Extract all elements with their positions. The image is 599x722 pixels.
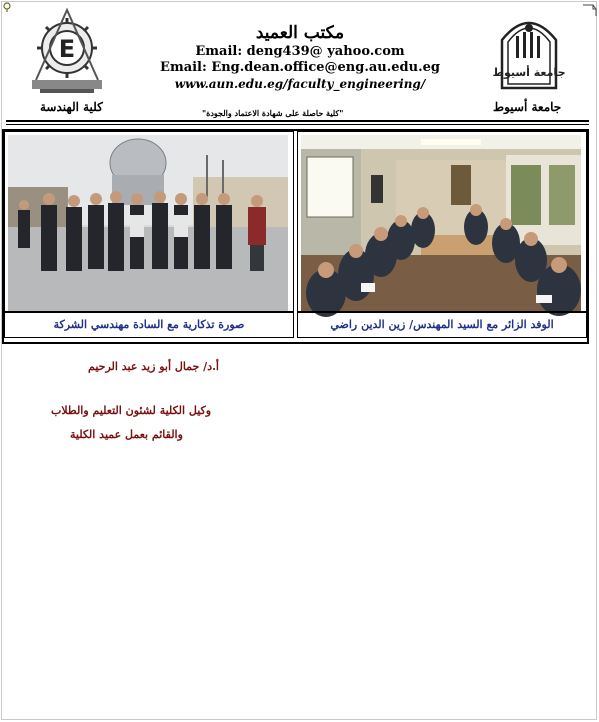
university-name: جامعة أسيوط (493, 100, 562, 114)
faculty-name: كلية الهندسة (40, 100, 103, 114)
university-logo-text: جامعة أسيوط (492, 66, 566, 79)
meeting-photo (301, 135, 581, 312)
signature-title-2: والقائم بعمل عميد الكلية (70, 428, 183, 441)
photo-cell-meeting (297, 131, 587, 338)
caption-group: صورة تذكارية مع السادة مهندسي الشركة (5, 311, 293, 337)
email-line-2: Email: Eng.dean.office@eng.au.edu.eg (160, 60, 440, 75)
university-logo-icon (492, 10, 566, 92)
faculty-logo-letter: E (58, 35, 76, 63)
website-link[interactable]: www.aun.edu.eg/faculty_engineering/ (174, 77, 426, 91)
office-title: مكتب العميد (255, 23, 345, 43)
photo-table (2, 129, 589, 344)
header-rule-thin (6, 124, 589, 125)
corner-mark-icon (2, 2, 12, 12)
letterhead (150, 22, 450, 92)
email-line-1: Email: deng439@ yahoo.com (195, 44, 405, 59)
page-fold-icon (583, 4, 597, 16)
accreditation-note: "كلية حاصلة على شهادة الاعتماد والجودة" (202, 108, 344, 118)
signature-title-1: وكيل الكلية لشئون التعليم والطلاب (51, 404, 212, 417)
faculty-logo-icon (28, 8, 106, 94)
caption-meeting: الوفد الزائر مع السيد المهندس/ زين الدين راضي (298, 311, 586, 337)
signature-name: أ.د/ جمال أبو زيد عبد الرحيم (88, 360, 219, 373)
photo-cell-group (4, 131, 294, 338)
group-photo (8, 135, 288, 312)
header-rule-thick (6, 120, 589, 122)
